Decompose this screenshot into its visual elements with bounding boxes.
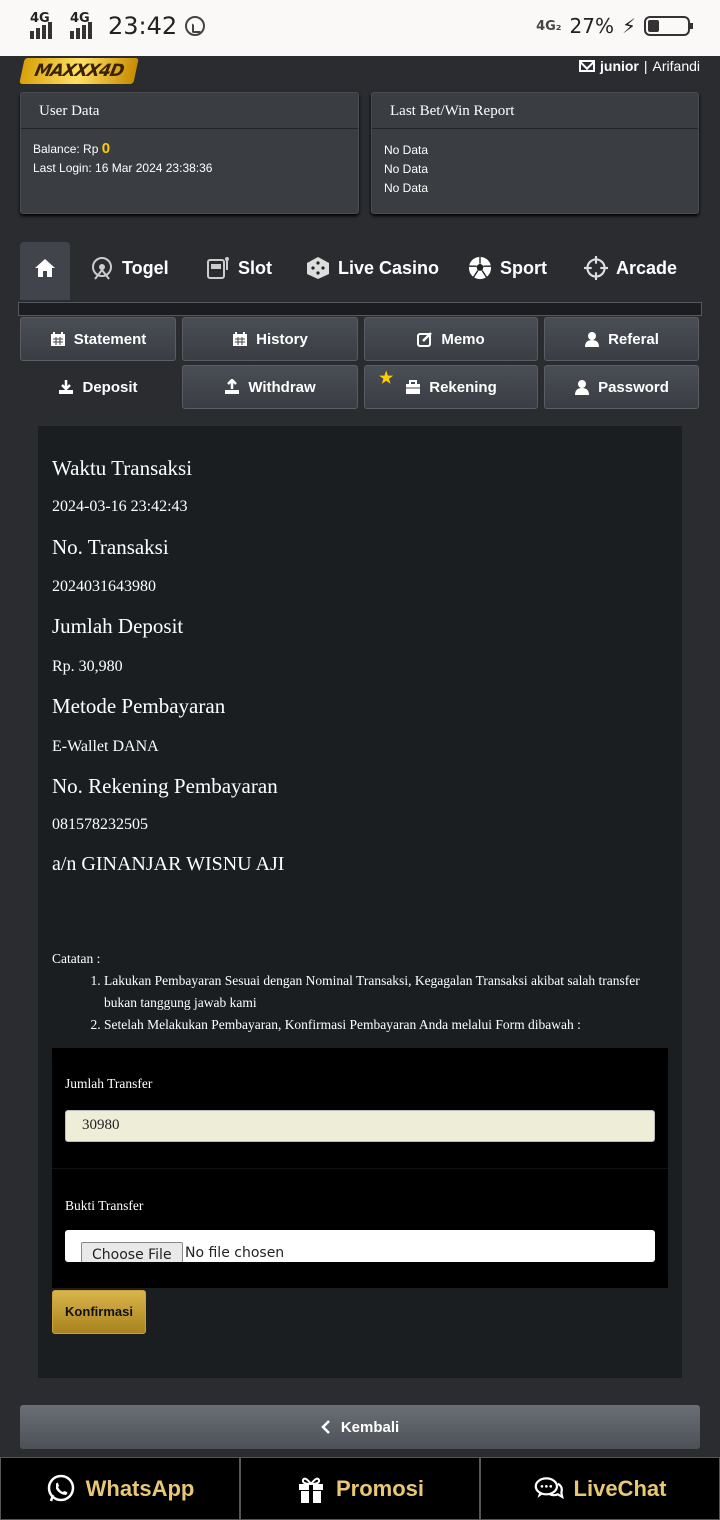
history-button[interactable] [182,317,358,361]
no-transaksi-label: No. Transaksi [52,535,169,559]
user-icon [584,331,600,347]
nav-sport[interactable] [468,256,547,280]
logo-text: MAXXX4D [32,61,126,81]
nav-slot[interactable] [206,256,272,280]
home-icon [34,257,56,279]
button-label: Deposit [82,378,138,396]
deposit-detail-card [38,426,682,1378]
main-nav [18,240,702,302]
bottom-bar [0,1457,720,1520]
button-label: Withdraw [248,378,316,396]
button-label: Password [598,378,669,396]
nav-divider [18,302,702,316]
report-row: No Data [384,181,429,195]
balance-value: 0 [101,140,111,157]
livechat-button[interactable] [480,1457,720,1520]
nav-live-casino[interactable] [306,256,439,280]
notes-title: Catatan : [52,951,101,966]
rekening-value: 081578232505 [52,816,148,833]
referal-button[interactable] [544,317,699,361]
waktu-label: Waktu Transaksi [52,456,193,480]
battery-icon [644,16,690,36]
konfirmasi-button[interactable]: Konfirmasi [52,1290,146,1334]
user-data-panel [20,92,359,214]
account-holder: a/n GINANJAR WISNU AJI [52,853,285,875]
rekening-button[interactable] [364,365,538,409]
notes [52,948,652,1036]
nav-label: Togel [122,257,169,278]
calendar-icon [232,331,248,347]
nav-togel[interactable] [90,256,169,280]
deposit-button[interactable] [20,365,176,409]
back-button[interactable] [20,1405,700,1449]
user-fullname: Arifandi [652,58,700,74]
username: junior [600,58,639,74]
promosi-button[interactable] [240,1457,480,1520]
crosshair-icon [584,256,608,280]
clock: 23:42 [108,12,178,40]
nav-label: Arcade [616,257,678,278]
rekening-label: No. Rekening Pembayaran [52,774,278,798]
site-logo[interactable] [19,58,139,84]
divider [52,1168,668,1169]
gift-icon [296,1474,326,1504]
back-label: Kembali [340,1418,400,1436]
network-indicator: 4G₂ [536,18,562,34]
note-item: 1. Lakukan Pembayaran Sesuai dengan Nominal Transaksi, Kegagalan Transaksi akibat salah transfer bukan tanggung jawab kami [104,970,652,1014]
whatsapp-button[interactable] [0,1457,240,1520]
nav-label: Slot [238,257,272,278]
chat-bubbles-icon [534,1474,564,1504]
button-label: Statement [73,330,147,348]
button-label: Memo [441,330,485,348]
slot-machine-icon [206,256,230,280]
metode-value: E-Wallet DANA [52,738,159,755]
upload-tray-icon [224,379,240,395]
bet-report-panel [371,92,699,214]
waktu-value: 2024-03-16 23:42:43 [52,498,188,515]
download-tray-icon [58,379,74,395]
no-transaksi-value: 2024031643980 [52,578,156,595]
nav-home[interactable] [20,242,70,300]
promosi-label: Promosi [335,1475,425,1501]
statement-button[interactable] [20,317,176,361]
battery-percent: 27% [569,14,614,38]
signal-icon: 4G [70,13,96,39]
no-file-text: No file chosen [185,1245,285,1261]
password-button[interactable] [544,365,699,409]
confirm-form [52,1048,668,1288]
jumlah-deposit-label: Jumlah Deposit [52,614,184,638]
button-label: History [256,330,308,348]
jumlah-transfer-label: Jumlah Transfer [65,1076,153,1091]
jumlah-transfer-input[interactable]: 30980 [65,1110,655,1142]
report-row: No Data [384,162,429,176]
user-info[interactable] [579,58,700,74]
soccer-ball-icon [468,256,492,280]
lottery-wheel-icon [90,256,114,280]
star-icon: ★ [379,370,394,387]
separator: | [643,58,648,74]
calendar-icon [50,331,66,347]
report-row: No Data [384,143,429,157]
nav-label: Live Casino [338,257,440,278]
mail-icon[interactable] [579,60,595,72]
chevron-left-icon [321,1420,331,1434]
note-item: 2. Setelah Melakukan Pembayaran, Konfirmasi Pembayaran Anda melalui Form dibawah : [104,1014,652,1036]
nav-arcade[interactable] [584,256,677,280]
edit-icon [417,331,433,347]
briefcase-icon [405,379,421,395]
dice-icon [306,256,330,280]
button-label: Rekening [429,378,497,396]
signal-icon: 4G [30,13,56,39]
metode-label: Metode Pembayaran [52,694,226,718]
bukti-transfer-label: Bukti Transfer [65,1198,144,1213]
user-icon [574,379,590,395]
choose-file-button[interactable]: Choose File [81,1242,183,1262]
panel-title: User Data [21,93,358,129]
balance-label: Balance: Rp [33,142,99,156]
last-login: Last Login: 16 Mar 2024 23:38:36 [33,161,213,175]
bukti-transfer-file-input[interactable] [65,1230,655,1262]
whatsapp-label: WhatsApp [85,1475,195,1501]
jumlah-deposit-value: Rp. 30,980 [52,658,123,675]
whatsapp-notification-icon [185,16,205,36]
nav-label: Sport [500,257,547,278]
button-label: Referal [608,330,659,348]
charging-icon: ⚡ [621,14,636,38]
withdraw-button[interactable] [182,365,358,409]
panel-title: Last Bet/Win Report [372,93,698,129]
status-bar [0,0,720,56]
livechat-label: LiveChat [573,1475,667,1501]
memo-button[interactable] [364,317,538,361]
whatsapp-icon [46,1474,76,1504]
